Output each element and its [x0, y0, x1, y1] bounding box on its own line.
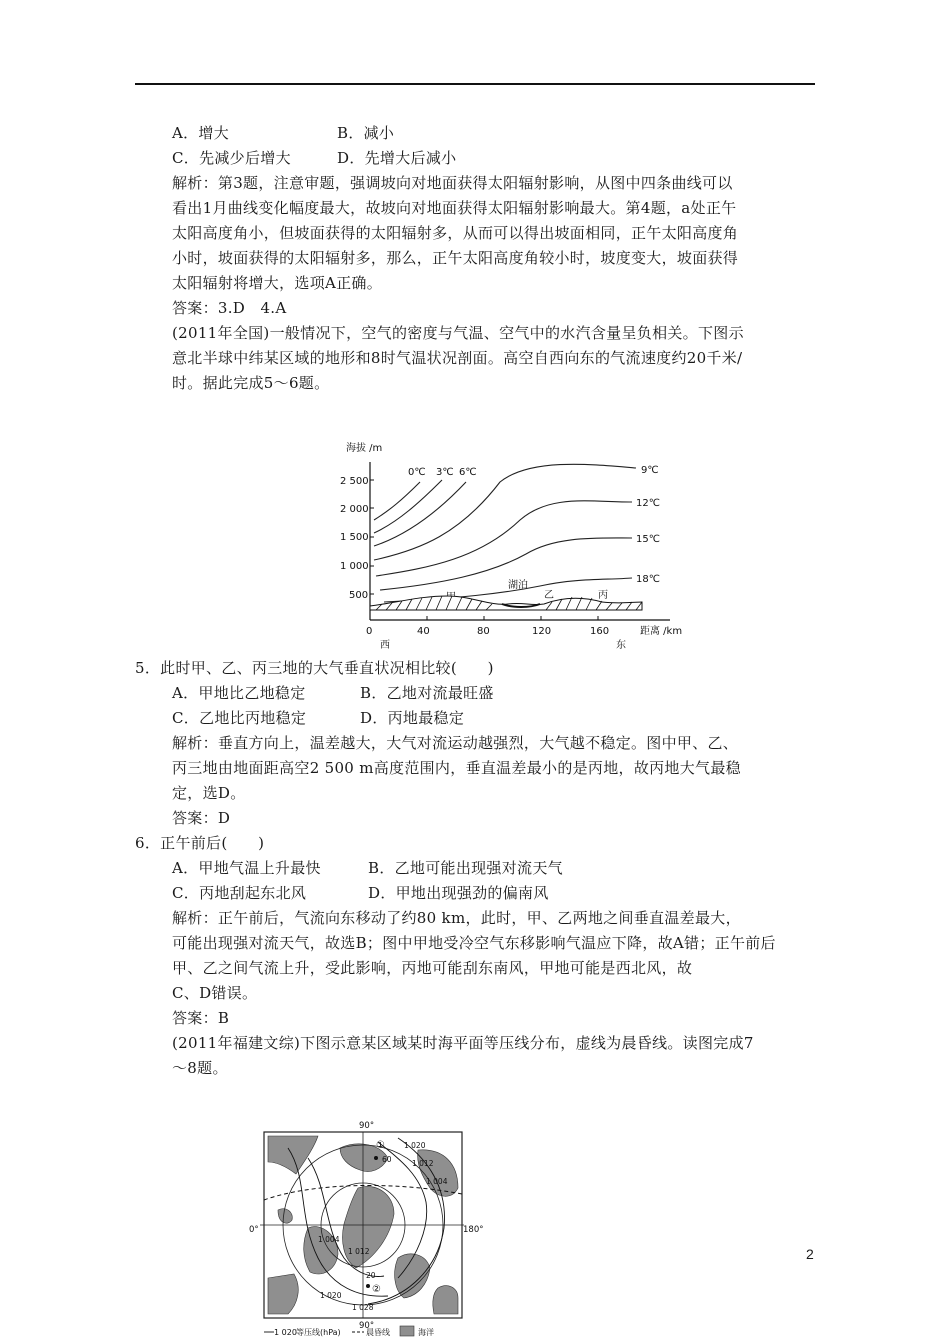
y-tick-label: 500 [349, 590, 369, 601]
isobar-label: 20 [366, 1271, 376, 1280]
east-label: 东 [616, 640, 626, 650]
question-6-stem: 6．正午前后( ) [135, 834, 265, 852]
point-2-marker [366, 1284, 370, 1288]
option-a: A．甲地比乙地稳定 [172, 684, 306, 702]
y-tick-label: 1 000 [340, 561, 369, 572]
isobar-label: 1 012 [348, 1247, 370, 1256]
point-1-marker [374, 1156, 378, 1160]
isotherm-3 [374, 480, 442, 533]
longitude-label: 0° [249, 1225, 259, 1235]
isobar-label: 1 012 [412, 1159, 434, 1168]
legend-ocean-swatch [400, 1326, 414, 1336]
y-tick-label: 2 000 [340, 504, 369, 515]
header-rule [135, 83, 815, 85]
intro-line: ～8题。 [172, 1059, 228, 1077]
y-axis-label: 海拔 /m [346, 443, 383, 454]
isotherm-label: 9℃ [641, 465, 659, 476]
west-label: 西 [380, 640, 390, 650]
intro-line: (2011年福建文综)下图示意某区域某时海平面等压线分布，虚线为晨昏线。读图完成7 [172, 1034, 754, 1052]
explanation-line: 解析：垂直方向上，温差越大，大气对流运动越强烈，大气越不稳定。图中甲、乙、 [172, 734, 739, 752]
legend-isobar-label: 等压线(hPa) [296, 1328, 341, 1337]
legend-ocean-label: 海洋 [418, 1328, 434, 1337]
option-d: D．先增大后减小 [337, 149, 457, 167]
explanation-line: 太阳高度角小，但坡面获得的太阳辐射多，从而可以得出坡面相同，正午太阳高度角 [172, 224, 739, 242]
question-5-stem: 5．此时甲、乙、丙三地的大气垂直状况相比较( ) [135, 659, 494, 677]
isobar-label: 1 004 [426, 1177, 448, 1186]
x-tick-label: 160 [590, 626, 610, 637]
explanation-line: 可能出现强对流天气，故选B；图中甲地受冷空气东移影响气温应下降，故A错；正午前后 [172, 934, 776, 952]
isobar-label: 60 [382, 1155, 392, 1164]
intro-line: (2011年全国)一般情况下，空气的密度与气温、空气中的水汽含量呈负相关。下图示 [172, 324, 744, 342]
isotherm-15 [380, 538, 632, 590]
option-c: C．丙地刮起东北风 [172, 884, 307, 902]
legend-isobar-value: 1 020 [274, 1328, 297, 1337]
temperature-profile-figure [340, 438, 700, 650]
isotherm-label: 0℃ [408, 467, 426, 478]
place-lake: 湖泊 [508, 580, 528, 591]
explanation-line: 丙三地由地面距高空2 500 m高度范围内，垂直温差最小的是丙地，故丙地大气最稳 [172, 759, 741, 777]
explanation-line: 小时，坡面获得的太阳辐射多，那么，正午太阳高度角较小时，坡度变大，坡面获得 [172, 249, 739, 267]
explanation-line: 解析：第3题，注意审题，强调坡向对地面获得太阳辐射影响，从图中四条曲线可以 [172, 174, 733, 192]
option-c: C．乙地比丙地稳定 [172, 709, 307, 727]
isobar-map-figure [248, 1118, 503, 1340]
x-tick-label: 40 [417, 626, 430, 637]
isobar-label: 1 020 [320, 1291, 342, 1300]
longitude-label: 90° [359, 1121, 375, 1131]
place-bing: 丙 [598, 590, 608, 601]
explanation-line: 解析：正午前后，气流向东移动了约80 km，此时，甲、乙两地之间垂直温差最大， [172, 909, 741, 927]
option-b: B．减小 [337, 124, 395, 142]
isotherm-0 [374, 482, 420, 520]
longitude-label: 90° [359, 1321, 375, 1331]
x-tick-label: 120 [532, 626, 552, 637]
isotherm-label: 3℃ [436, 467, 454, 478]
option-d: D．丙地最稳定 [360, 709, 465, 727]
answer-line: 答案：3.D 4.A [172, 299, 287, 317]
point-2-label: ② [372, 1284, 381, 1295]
page-number: 2 [806, 1246, 814, 1262]
isobar-label: 1 020 [404, 1141, 426, 1150]
isotherm-label: 15℃ [636, 534, 660, 545]
option-b: B．乙地对流最旺盛 [360, 684, 494, 702]
isobar-label: 1 028 [352, 1303, 374, 1312]
intro-line: 意北半球中纬某区域的地形和8时气温状况剖面。高空自西向东的气流速度约20千米/ [172, 349, 743, 367]
option-a: A．增大 [172, 124, 230, 142]
isotherm-label: 6℃ [459, 467, 477, 478]
isotherm-label: 18℃ [636, 574, 660, 585]
isotherm-6 [374, 482, 466, 546]
y-tick-label: 2 500 [340, 476, 369, 487]
option-c: C．先减少后增大 [172, 149, 291, 167]
isotherm-label: 12℃ [636, 498, 660, 509]
x-tick-label: 0 [366, 626, 373, 637]
explanation-line: 定，选D。 [172, 784, 246, 802]
isobar-label: 1 004 [318, 1235, 340, 1244]
option-d: D．甲地出现强劲的偏南风 [368, 884, 549, 902]
y-tick-label: 1 500 [340, 532, 369, 543]
x-axis-label: 距离 /km [640, 626, 683, 637]
x-tick-label: 80 [477, 626, 490, 637]
explanation-line: 甲、乙之间气流上升，受此影响，丙地可能刮东南风，甲地可能是西北风，故 [172, 959, 693, 977]
longitude-label: 180° [463, 1225, 484, 1235]
point-1-label: ① [376, 1140, 385, 1151]
place-yi: 乙 [544, 590, 554, 601]
explanation-line: 太阳辐射将增大，选项A正确。 [172, 274, 383, 292]
answer-line: 答案：D [172, 809, 231, 827]
isotherm-9 [374, 464, 636, 560]
explanation-line: C、D错误。 [172, 984, 258, 1002]
legend-terminator-label: 晨昏线 [366, 1328, 390, 1337]
option-a: A．甲地气温上升最快 [172, 859, 321, 877]
intro-line: 时。据此完成5～6题。 [172, 374, 330, 392]
answer-line: 答案：B [172, 1009, 230, 1027]
explanation-line: 看出1月曲线变化幅度最大，故坡向对地面获得太阳辐射影响最大。第4题，a处正午 [172, 199, 737, 217]
option-b: B．乙地可能出现强对流天气 [368, 859, 563, 877]
